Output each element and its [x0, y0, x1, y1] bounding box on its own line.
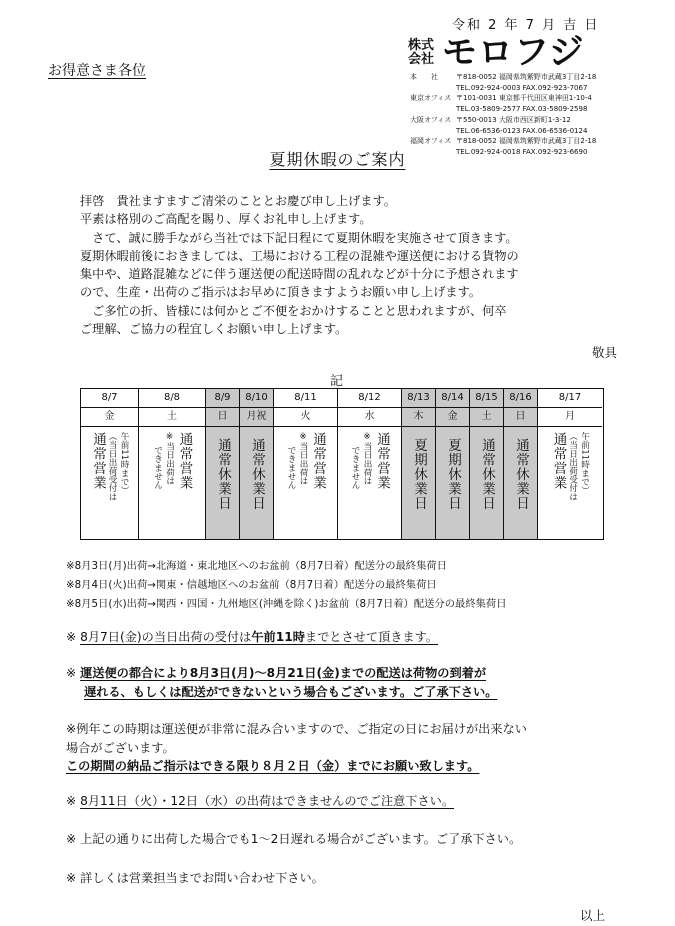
calendar-date: 8/11: [274, 389, 337, 408]
calendar-date: 8/12: [338, 389, 401, 408]
calendar-weekday: 月: [538, 408, 602, 427]
calendar-date: 8/8: [139, 389, 205, 408]
body-line: 拝啓 貴社ますますご清栄のこととお慶び申し上げます。: [80, 194, 396, 208]
calendar-weekday: 土: [139, 408, 205, 427]
calendar-note: （当日出荷受付は: [567, 432, 578, 501]
title-text: 夏期休暇のご案内: [269, 150, 406, 169]
body-line: 集中や、道路混雑などに伴う運送便の配送時間の乱れなどが十分に予想されます: [80, 267, 519, 282]
calendar-status-cell: [538, 427, 602, 539]
office-label: 東京オフィス: [410, 94, 452, 103]
calendar-status-cell: [402, 427, 435, 539]
calendar-status: 通常営業: [90, 432, 106, 490]
calendar-status: 通常休業日: [513, 438, 529, 511]
calendar-status-cell: [240, 427, 273, 539]
end-mark: 以上: [579, 908, 605, 923]
calendar-status-cell: [206, 427, 239, 539]
body-line: ご理解、ご協力の程宜しくお願い申し上げます。: [80, 322, 348, 337]
calendar-date: 8/14: [436, 389, 469, 408]
office-entry: [410, 115, 670, 136]
calendar-note: できません: [152, 446, 163, 489]
calendar-day-8-7: [81, 389, 138, 539]
note-mark: ※: [66, 794, 81, 808]
calendar-day-8-17: [537, 389, 602, 539]
calendar-status: 通常休業日: [249, 438, 265, 511]
note-mark: ※: [66, 630, 81, 644]
calendar-status: 通常休業日: [215, 438, 231, 511]
calendar-status: 通常営業: [374, 432, 390, 490]
office-address: 〒550-0013 大阪市西区新町1-3-12: [456, 115, 571, 124]
calendar-day-8-15: [469, 389, 503, 539]
office-address: 〒818-0052 福岡県筑紫野市武蔵3丁目2-18: [456, 73, 597, 81]
company-logo: [408, 34, 585, 72]
calendar-status-cell: [338, 427, 401, 539]
document-title: [0, 147, 675, 170]
recipient: お得意さま各位: [48, 63, 146, 79]
note-text: 8月7日(金)の当日出荷の受付は午前11時までとさせて頂きます。: [80, 630, 438, 644]
body-line: 夏期休暇前後におきましては、工場における工程の混雑や運送便における貨物の: [80, 248, 519, 263]
office-entry: [410, 72, 670, 93]
calendar-note: ※当日出荷は: [362, 432, 372, 485]
office-label: 福岡オフィス: [410, 137, 452, 146]
shipping-note: ※8月5日(水)出荷→関西・四国・九州地区(沖縄を除く)お盆前（8月7日着）配送分の最終集荷日: [66, 598, 507, 610]
body-line: さて、誠に勝手ながら当社では下記日程にて夏期休暇を実施させて頂きます。: [80, 230, 518, 245]
holiday-calendar: [80, 388, 604, 540]
office-phone: TEL.03-5809-2577 FAX.03-5809-2598: [456, 105, 588, 114]
calendar-status-cell: [81, 427, 138, 539]
office-phone: TEL.06-6536-0123 FAX.06-6536-0124: [456, 126, 588, 135]
calendar-note: （当日出荷受付は: [107, 432, 117, 501]
note-text: 場合がございます。: [66, 740, 175, 755]
note-text: 運送便の都合により8月3日(月)〜8月21日(金)までの配送は荷物の到着が: [80, 666, 487, 680]
calendar-day-8-11: [273, 389, 337, 539]
office-label: 本 社: [410, 73, 438, 81]
note-delay-possible: ※ 上記の通りに出荷した場合でも1〜2日遅れる場合がございます。ご了承下さい。: [66, 832, 522, 846]
calendar-date: 8/10: [240, 389, 273, 408]
calendar-status: 通常休業日: [479, 438, 495, 511]
calendar-weekday: 月祝: [240, 408, 273, 427]
calendar-note: ※当日出荷は: [164, 432, 175, 485]
calendar-status: 通常営業: [176, 432, 193, 490]
calendar-status-cell: [470, 427, 503, 539]
calendar-day-8-16: [503, 389, 537, 539]
calendar-weekday: 日: [206, 408, 239, 427]
office-phone: TEL.092-924-0018 FAX.092-923-6690: [456, 147, 588, 156]
office-list: [410, 72, 670, 158]
closing: 敬具: [591, 345, 617, 360]
office-phone: TEL.092-924-0003 FAX.092-923-7067: [456, 83, 588, 92]
note-text: 遅れる、もしくは配送ができないという場合もございます。ご了承下さい。: [84, 684, 498, 699]
calendar-day-8-10: [239, 389, 273, 539]
calendar-weekday: 火: [274, 408, 337, 427]
shipping-note: ※8月4日(火)出荷→関東・信越地区へのお盆前（8月7日着）配送分の最終集荷日: [66, 579, 437, 591]
calendar-note: できません: [286, 446, 296, 489]
calendar-weekday: 水: [338, 408, 401, 427]
calendar-date: 8/16: [504, 389, 537, 408]
calendar-date: 8/17: [538, 389, 602, 408]
company-name: モロフジ: [442, 33, 585, 73]
calendar-weekday: 木: [402, 408, 435, 427]
body-line: ご多忙の折、皆様には何かとご不便をおかけすることと思われますが、何卒: [80, 303, 507, 318]
calendar-date: 8/15: [470, 389, 503, 408]
calendar-status-cell: [504, 427, 537, 539]
ki-heading: 記: [330, 374, 344, 389]
calendar-day-8-13: [401, 389, 435, 539]
note-congestion: [66, 720, 527, 776]
office-address: 〒818-0052 福岡県筑紫野市武蔵3丁目2-18: [456, 137, 597, 146]
calendar-note: 午前11時まで）: [119, 432, 129, 495]
office-address: 〒101-0031 東京都千代田区東神田1-10-4: [456, 94, 592, 103]
calendar-note: 午前11時まで）: [579, 432, 590, 495]
calendar-status: 通常営業: [550, 432, 567, 490]
note-contact: ※ 詳しくは営業担当までお問い合わせ下さい。: [66, 871, 324, 885]
body-line: ので、生産・出荷のご指示はお早めに頂きますようお願い申し上げます。: [80, 285, 481, 300]
calendar-weekday: 金: [81, 408, 138, 427]
note-text: 8月11日（火）・12日（水）の出荷はできませんのでご注意下さい。: [80, 794, 455, 808]
calendar-status-cell: [139, 427, 205, 539]
note-same-day-cutoff: [66, 628, 438, 647]
letter-date: 令和 2 年 7 月 吉 日: [452, 18, 600, 33]
note-delivery-delay: [66, 664, 497, 701]
calendar-status: 通常営業: [310, 432, 326, 490]
note-text: ※例年この時期は運送便が非常に混み合いますので、ご指定の日にお届けが出来ない: [66, 722, 527, 736]
calendar-status-cell: [436, 427, 469, 539]
calendar-status-cell: [274, 427, 337, 539]
calendar-day-8-14: [435, 389, 469, 539]
calendar-status: 夏期休業日: [445, 438, 461, 511]
calendar-weekday: 日: [504, 408, 537, 427]
calendar-weekday: 土: [470, 408, 503, 427]
calendar-status: 夏期休業日: [411, 438, 427, 511]
calendar-note: できません: [350, 446, 360, 489]
calendar-weekday: 金: [436, 408, 469, 427]
calendar-day-8-9: [205, 389, 239, 539]
office-label: 大阪オフィス: [410, 115, 452, 124]
note-no-shipping: [66, 792, 454, 811]
office-entry: [410, 93, 670, 114]
letter-body: [80, 192, 620, 338]
calendar-note: ※当日出荷は: [298, 432, 308, 485]
shipping-note: ※8月3日(月)出荷→北海道・東北地区へのお盆前（8月7日着）配送分の最終集荷日: [66, 560, 447, 572]
calendar-date: 8/9: [206, 389, 239, 408]
company-prefix: 株式会社: [408, 38, 435, 67]
calendar-date: 8/7: [81, 389, 138, 408]
calendar-date: 8/13: [402, 389, 435, 408]
note-text: この期間の納品ご指示はできる限り８月２日（金）までにお願い致します。: [66, 759, 480, 773]
calendar-day-8-12: [337, 389, 401, 539]
note-mark: ※: [66, 666, 81, 680]
body-line: 平素は格別のご高配を賜り、厚くお礼申し上げます。: [80, 212, 372, 227]
calendar-day-8-8: [138, 389, 205, 539]
